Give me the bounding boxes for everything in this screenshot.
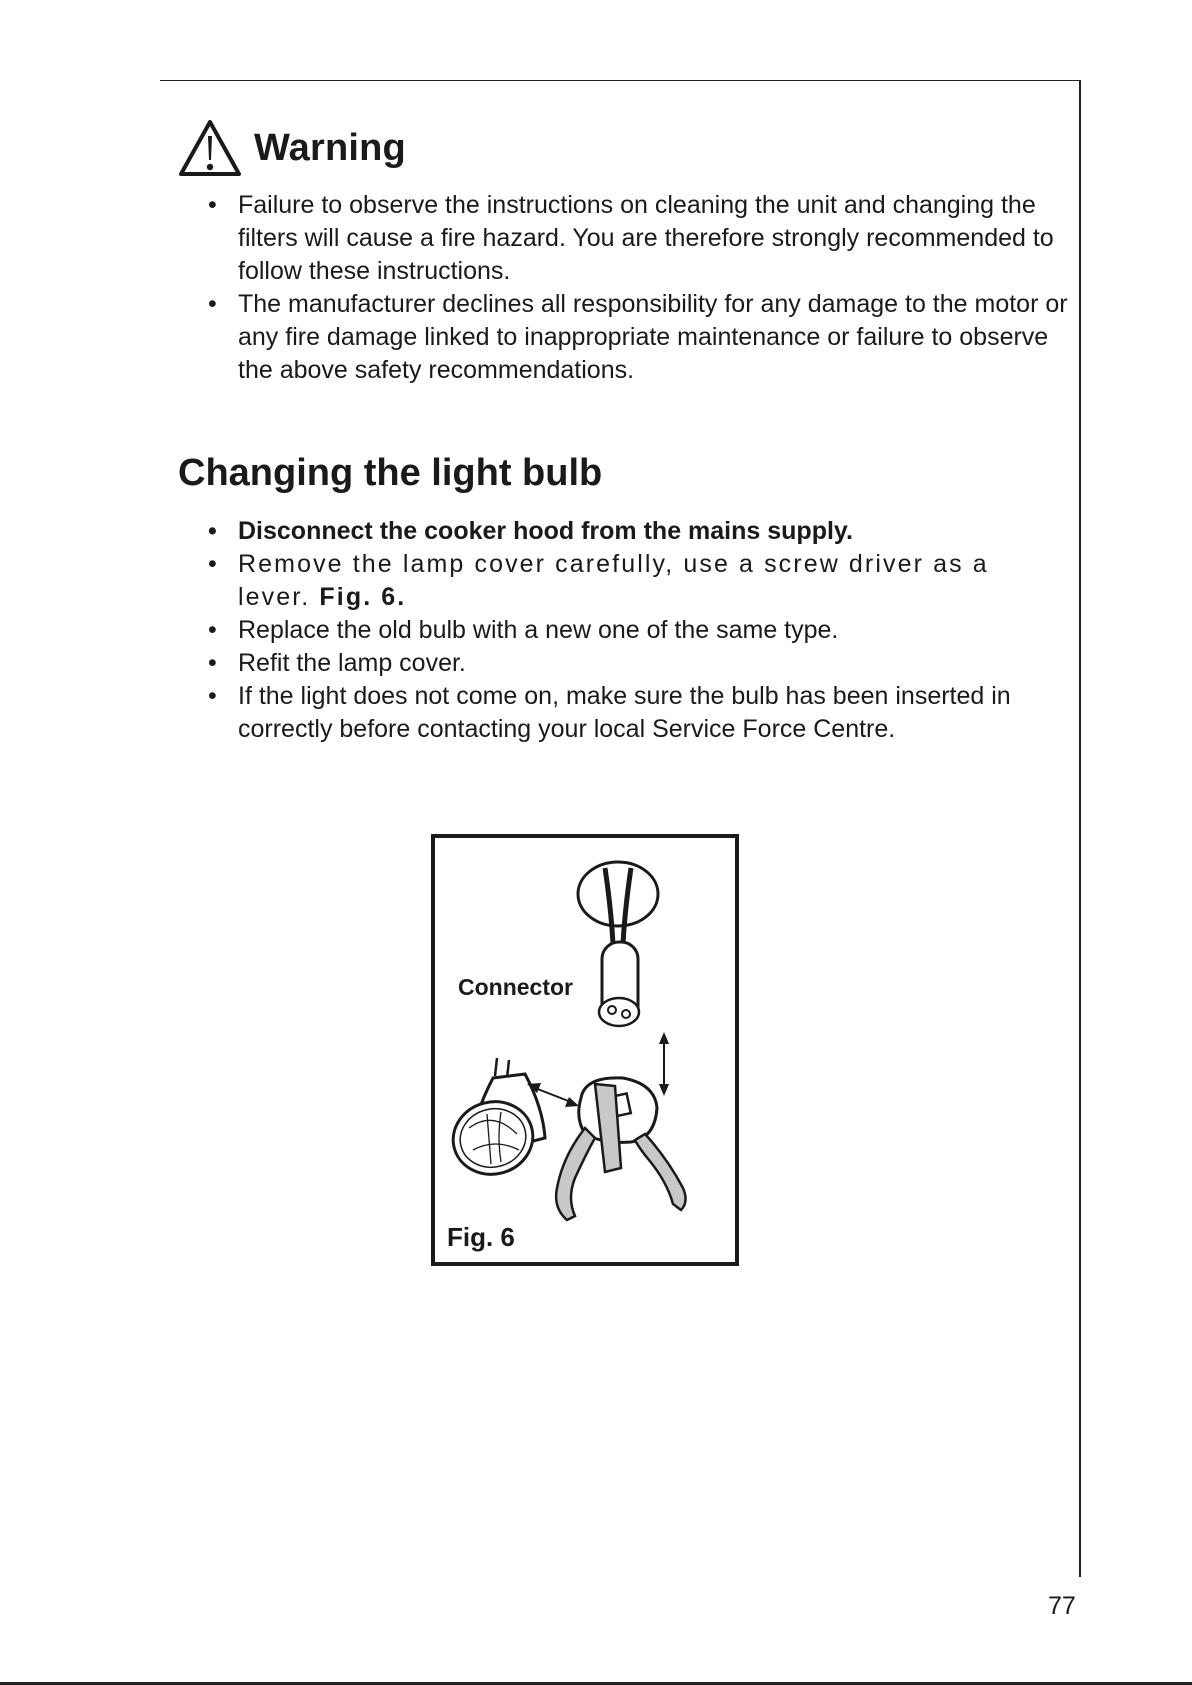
warning-heading <box>178 118 406 178</box>
right-rule <box>1079 80 1081 1577</box>
warning-item-text: The manufacturer declines all responsibility for any damage to the motor or any fire damage linked to inappropriate maintenance or failure to observe the above safety recommendations. <box>238 290 1068 384</box>
list-item: • Remove the lamp cover carefully, use a screw driver as a lever. Fig. 6. <box>208 550 989 611</box>
bulb-steps-list <box>208 515 1068 746</box>
step-text: Refit the lamp cover. <box>238 649 466 677</box>
figure-caption: Fig. 6 <box>447 1222 515 1252</box>
figure-reference: Fig. 6. <box>319 583 407 611</box>
step-text: Remove the lamp cover carefully, use a screw driver as a lever. <box>238 550 989 611</box>
top-rule <box>160 80 1081 81</box>
bulb-illustration <box>435 838 735 1262</box>
step-text: If the light does not come on, make sure the bulb has been inserted in correctly before contacting your local Service Force Centre. <box>238 682 1011 743</box>
warning-item-text: Failure to observe the instructions on cleaning the unit and changing the filters will cause a fire hazard. You are therefore strongly recommended to follow these instructions. <box>238 191 1054 285</box>
warning-title: Warning <box>254 126 406 169</box>
list-item: • Disconnect the cooker hood from the mains supply. <box>208 517 853 545</box>
list-item: • Replace the old bulb with a new one of the same type. <box>208 616 839 644</box>
connector-label: Connector <box>458 974 573 1000</box>
section-title: Changing the light bulb <box>178 452 603 494</box>
figure-6 <box>431 834 739 1266</box>
warning-triangle-icon <box>178 118 242 178</box>
list-item: • The manufacturer declines all responsibility for any damage to the motor or any fire damage linked to inappropriate maintenance or failure to observe the above safety recommendations. <box>208 290 1068 384</box>
step-text: Disconnect the cooker hood from the mains supply. <box>238 517 853 545</box>
step-text: Replace the old bulb with a new one of the same type. <box>238 616 839 644</box>
list-item: • Refit the lamp cover. <box>208 649 466 677</box>
list-item: • If the light does not come on, make sure the bulb has been inserted in correctly before contacting your local Service Force Centre. <box>208 682 1011 743</box>
warning-list <box>208 189 1068 387</box>
list-item: • Failure to observe the instructions on cleaning the unit and changing the filters will cause a fire hazard. You are therefore strongly recommended to follow these instructions. <box>208 191 1054 285</box>
page-number: 77 <box>1048 1592 1076 1620</box>
